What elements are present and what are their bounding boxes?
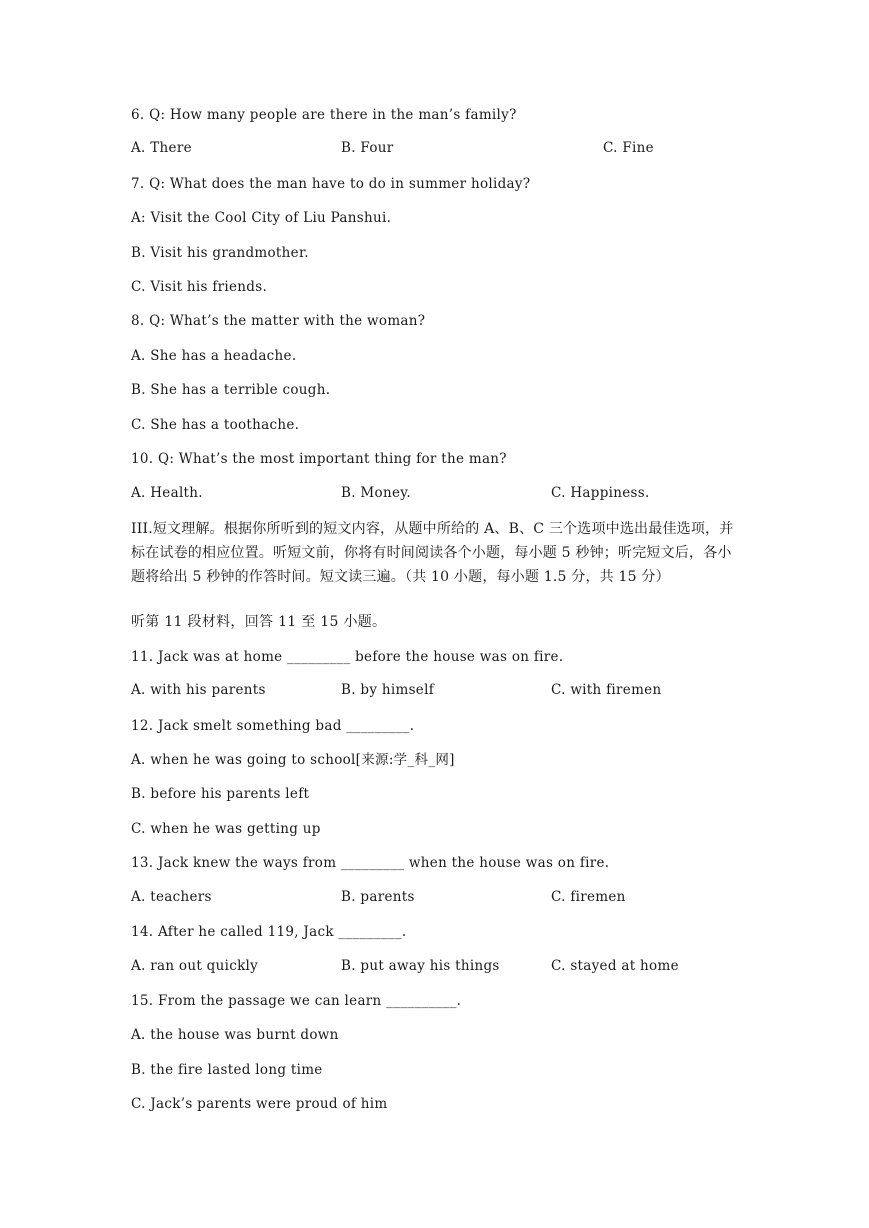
q14-option-b: B. put away his things: [341, 958, 500, 974]
q13-option-c: C. firemen: [551, 889, 626, 905]
q11-option-b: B. by himself: [341, 682, 435, 698]
question-13: 13. Jack knew the ways from _________ when the house was on fire.: [131, 855, 610, 871]
q10-option-b: B. Money.: [341, 485, 411, 501]
question-10: 10. Q: What’s the most important thing for the man?: [131, 451, 507, 467]
section-3-sub-instruction: 听第 11 段材料，回答 11 至 15 小题。: [131, 614, 387, 630]
q12-option-b: B. before his parents left: [131, 786, 310, 802]
q14-option-c: C. stayed at home: [551, 958, 679, 974]
question-11: 11. Jack was at home _________ before the house was on fire.: [131, 649, 564, 665]
q15-option-c: C. Jack’s parents were proud of him: [131, 1096, 388, 1112]
q11-option-c: C. with firemen: [551, 682, 662, 698]
q6-option-b: B. Four: [341, 140, 394, 156]
question-8: 8. Q: What’s the matter with the woman?: [131, 313, 426, 329]
question-14: 14. After he called 119, Jack _________.: [131, 924, 407, 940]
q7-option-a: A: Visit the Cool City of Liu Panshui.: [131, 210, 392, 226]
q12-option-c: C. when he was getting up: [131, 821, 321, 837]
question-15: 15. From the passage we can learn __________.: [131, 993, 462, 1009]
question-7: 7. Q: What does the man have to do in summer holiday?: [131, 176, 531, 192]
q8-option-c: C. She has a toothache.: [131, 417, 300, 433]
q11-option-a: A. with his parents: [131, 682, 266, 698]
q15-option-b: B. the fire lasted long time: [131, 1062, 323, 1078]
section-3-instructions: III.短文理解。根据你所听到的短文内容，从题中所给的 A、B、C 三个选项中选出最佳选项，并标在试卷的相应位置。听短文前，你将有时间阅读各个小题，每小题 5 秒钟；听完短文后，各小题将给出 5 秒钟的作答时间。短文读三遍。（共 10 小题，每小题 1.5 分，共 15 分）: [131, 521, 734, 585]
q8-option-b: B. She has a terrible cough.: [131, 382, 331, 398]
q13-option-b: B. parents: [341, 889, 415, 905]
question-6: 6. Q: How many people are there in the man’s family?: [131, 107, 517, 123]
q10-option-c: C. Happiness.: [551, 485, 650, 501]
q6-option-c: C. Fine: [603, 140, 654, 156]
q7-option-b: B. Visit his grandmother.: [131, 245, 309, 261]
q15-option-a: A. the house was burnt down: [131, 1027, 339, 1043]
q7-option-c: C. Visit his friends.: [131, 279, 268, 295]
q8-option-a: A. She has a headache.: [131, 348, 297, 364]
q6-option-a: A. There: [131, 140, 192, 156]
q13-option-a: A. teachers: [131, 889, 212, 905]
q14-option-a: A. ran out quickly: [131, 958, 259, 974]
question-12: 12. Jack smelt something bad _________.: [131, 718, 415, 734]
q10-option-a: A. Health.: [131, 485, 203, 501]
q12-option-a: A. when he was going to school[来源:学_科_网]: [131, 752, 455, 768]
